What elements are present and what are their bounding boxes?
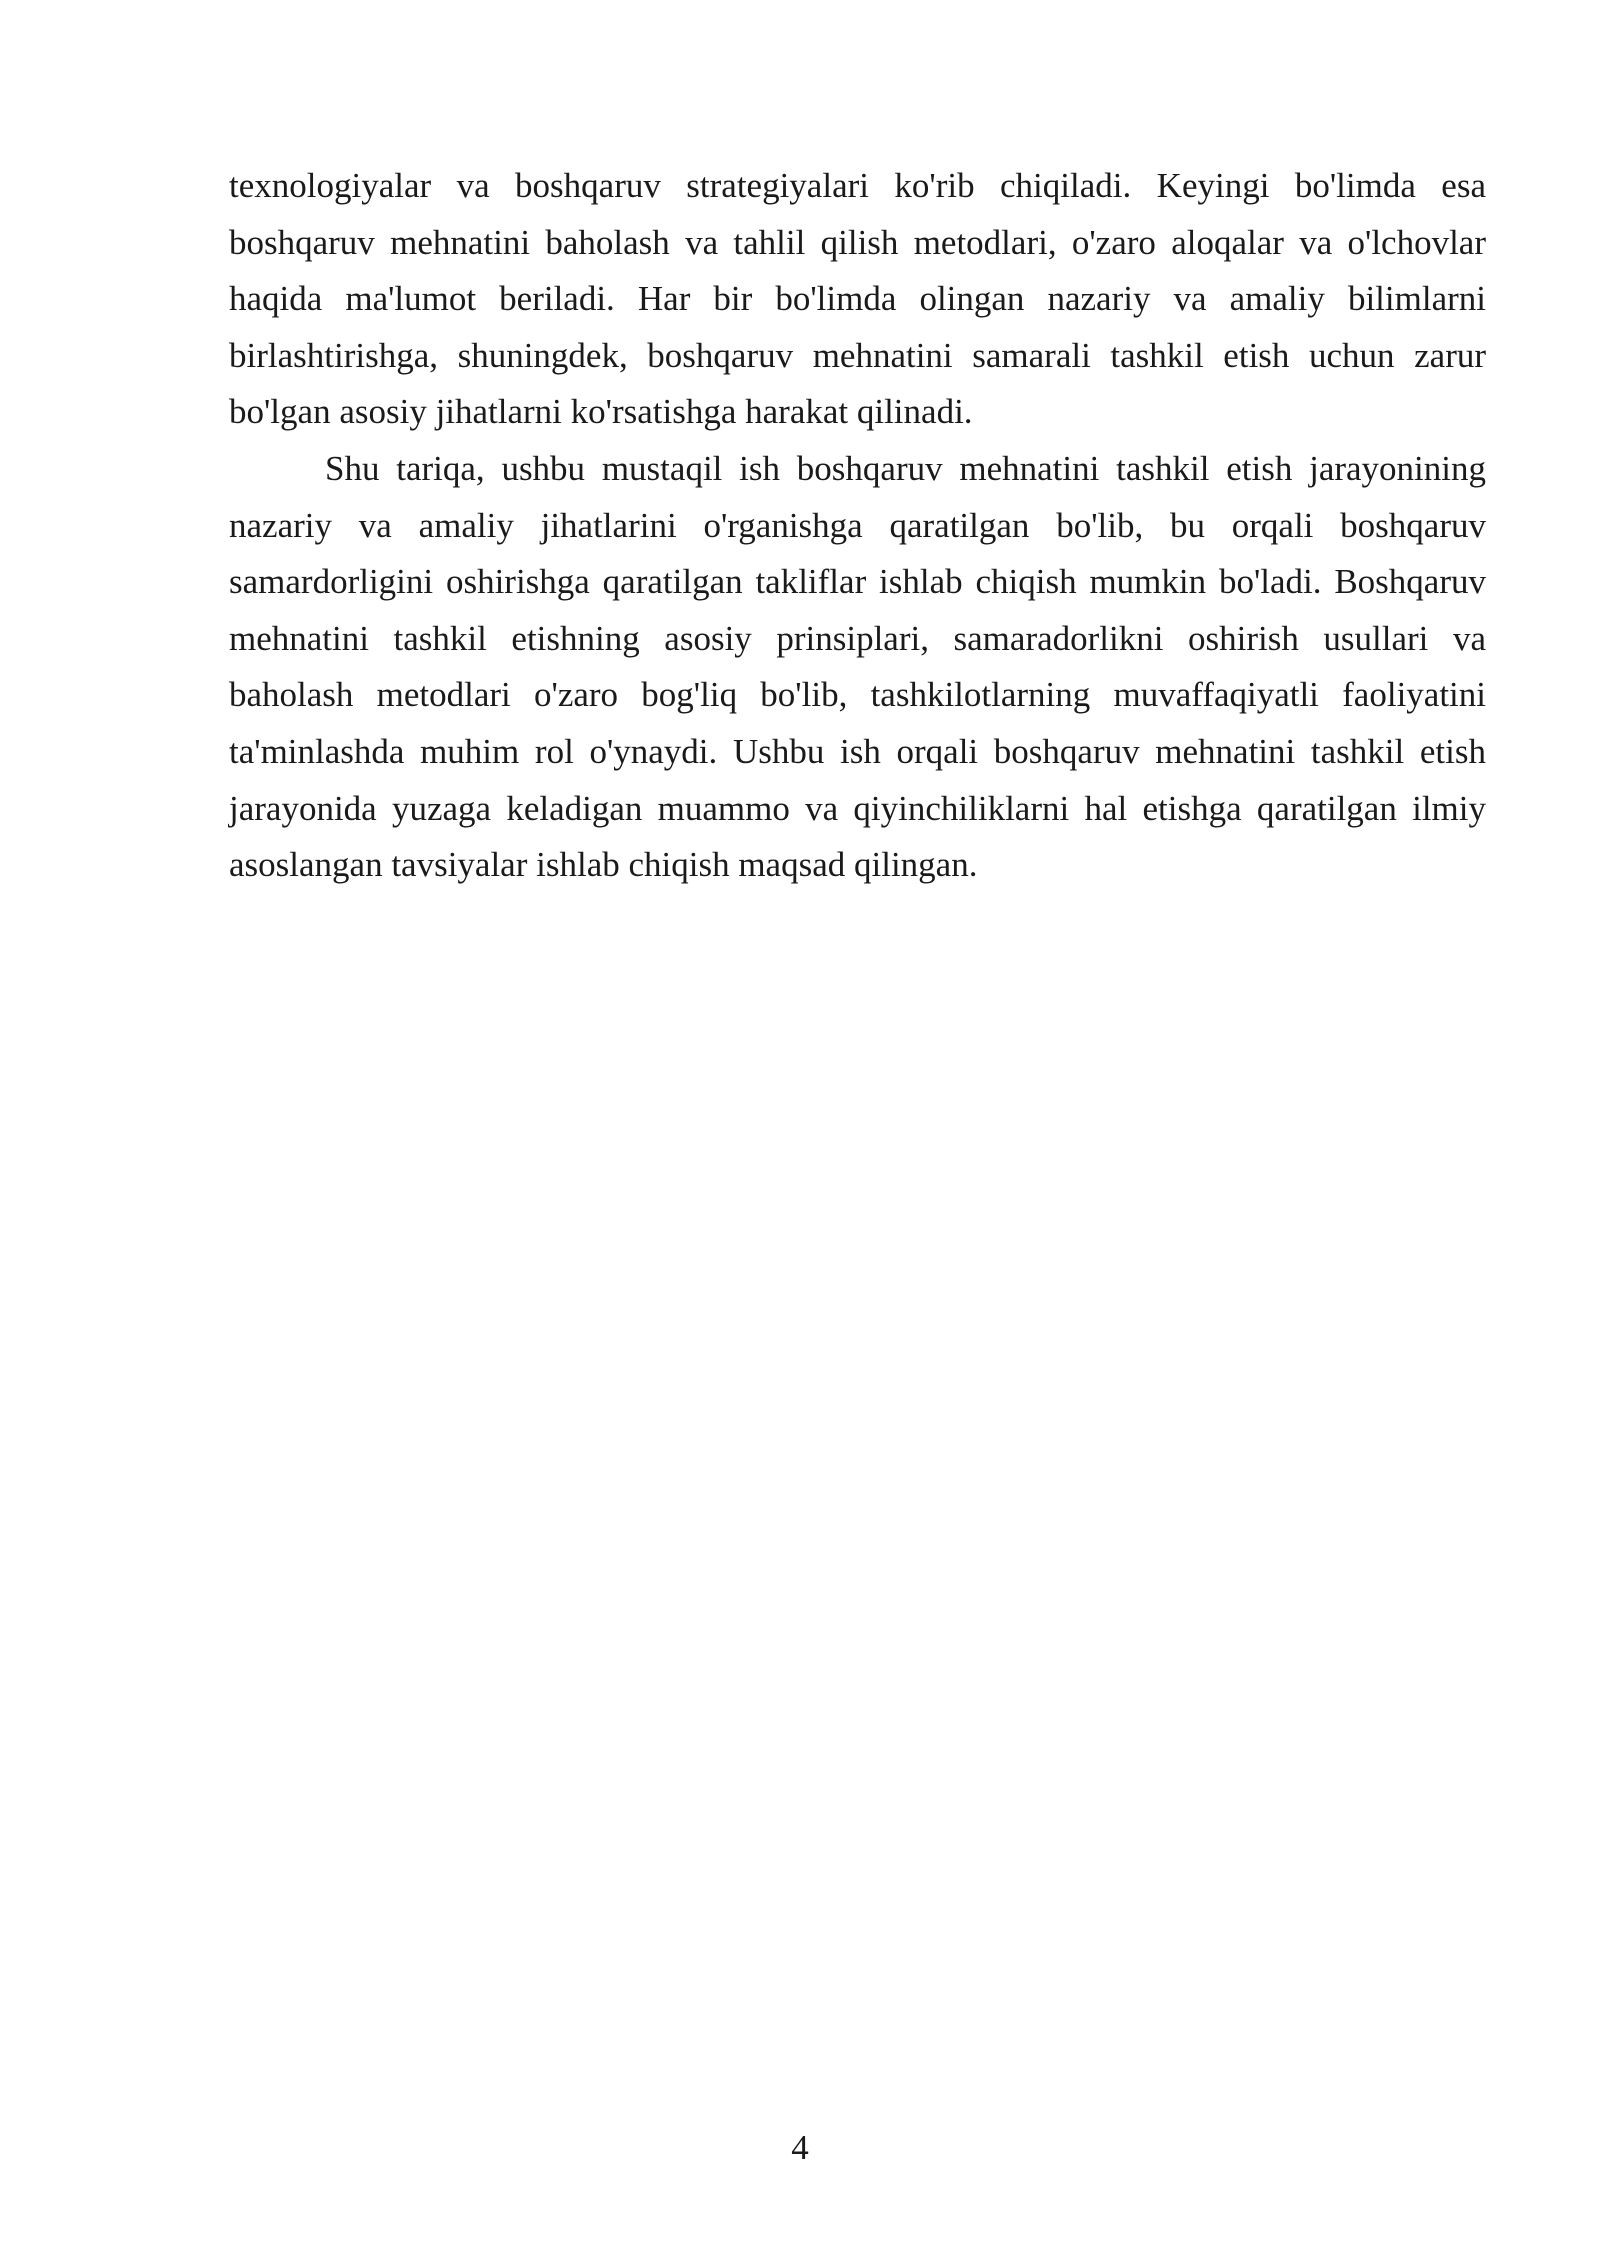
document-body (229, 158, 1486, 894)
paragraph-conclusion: Shu tariqa, ushbu mustaqil ish boshqaruv mehnatini tashkil etish jarayonining nazariy va amaliy jihatlarini o'rganishga qaratilgan bo'lib, bu orqali boshqaruv samardorligini oshirishga qaratilgan takliflar ishlab chiqish mumkin bo'ladi. Boshqaruv mehnatini tashkil etishning asosiy prinsiplari, samaradorlikni oshirish usullari va baholash metodlari o'zaro bog'liq bo'lib, tashkilotlarning muvaffaqiyatli faoliyatini ta'minlashda muhim rol o'ynaydi. Ushbu ish orqali boshqaruv mehnatini tashkil etish jarayonida yuzaga keladigan muammo va qiyinchiliklarni hal etishga qaratilgan ilmiy asoslangan tavsiyalar ishlab chiqish maqsad qilingan. (229, 448, 1486, 885)
page-number: 4 (791, 2128, 809, 2167)
paragraph-continuation: texnologiyalar va boshqaruv strategiyalari ko'rib chiqiladi. Keyingi bo'limda esa boshqaruv mehnatini baholash va tahlil qilish metodlari, o'zaro aloqalar va o'lchovlar haqida ma'lumot beriladi. Har bir bo'limda olingan nazariy va amaliy bilimlarni birlashtirishga, shuningdek, boshqaruv mehnatini samarali tashkil etish uchun zarur bo'lgan asosiy jihatlarni ko'rsatishga harakat qilinadi. (229, 166, 1486, 432)
